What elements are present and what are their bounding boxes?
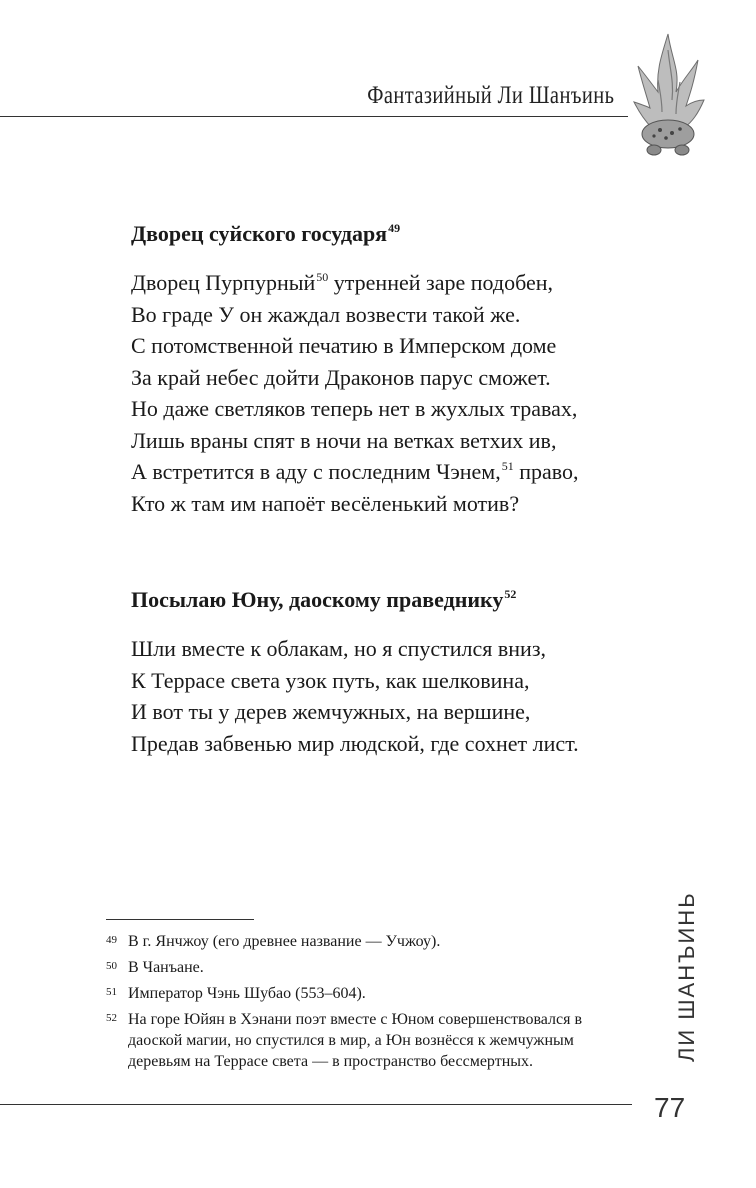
poem-line: С потомственной печатию в Имперском доме [131,333,557,358]
footnote-ref[interactable]: 51 [501,459,514,473]
poem-1 [131,221,631,519]
footnote [106,931,636,952]
poem-line: За край небес дойти Драконов парус сможет. [131,364,551,390]
footnotes [106,931,636,1077]
poem-line: Кто ж там им напоёт весёленький мотив? [131,490,520,516]
poem-line: Предав забвенью мир людской, где сохнет лист. [131,730,579,756]
footnote-text: В г. Янчжоу (его древнее название — Учжоу). [128,933,441,950]
poem-line: Шли вместе к облакам, но я спустился вниз, [131,636,547,661]
footnote [106,1009,636,1072]
footnote-number: 51 [106,986,117,998]
footnote-ref[interactable]: 52 [504,587,517,601]
footnote-ref[interactable]: 50 [316,270,329,284]
footnote [106,957,636,978]
footnote-number: 50 [106,960,117,972]
footnote-text: На горе Юйян в Хэнани поэт вместе с Юном совершенствовался в даоской магии, но спустился в мир, а Юн вознёсся к жемчужным деревьям на Террасе света — в пространство бессмертных. [128,1011,583,1070]
footnote-number: 52 [106,1012,117,1024]
footnote-text: В Чанъане. [128,959,204,976]
poem-line: Во граде У он жаждал возвести такой же. [131,301,521,327]
poem-title: Дворец суйского государя$^{49}$ [131,221,401,246]
page-number: 77 [654,1092,686,1123]
poem-line: А встретится в аду с последним Чэнем,$^{51}$ право, [131,459,579,484]
poem-line: Дворец Пурпурный$^{50}$ утренней заре подобен, [131,270,554,295]
flame-dragon-emblem-icon [628,30,708,160]
poem-line: И вот ты у дерев жемчужных, на вершине, [131,699,531,724]
footnote-number: 49 [106,934,117,946]
footnote [106,983,636,1004]
footer-rule [0,1104,632,1105]
footnote-text: Император Чэнь Шубао (553–604). [128,985,366,1002]
side-author-label: ЛИ ШАНЪИНЬ [674,891,699,1062]
poem-line: Лишь враны спят в ночи на ветках ветхих ив, [131,427,557,453]
header-rule [0,116,628,117]
poem-line: Но даже светляков теперь нет в жухлых травах, [131,396,578,421]
poem-2 [131,587,631,759]
poem-line: К Террасе света узок путь, как шелковина, [131,667,530,693]
footnote-ref[interactable]: 49 [388,221,401,235]
running-title: Фантазийный Ли Шанъинь [366,82,614,109]
footnote-rule [106,919,254,920]
poem-title: Посылаю Юну, даоскому праведнику$^{52}$ [131,587,517,612]
